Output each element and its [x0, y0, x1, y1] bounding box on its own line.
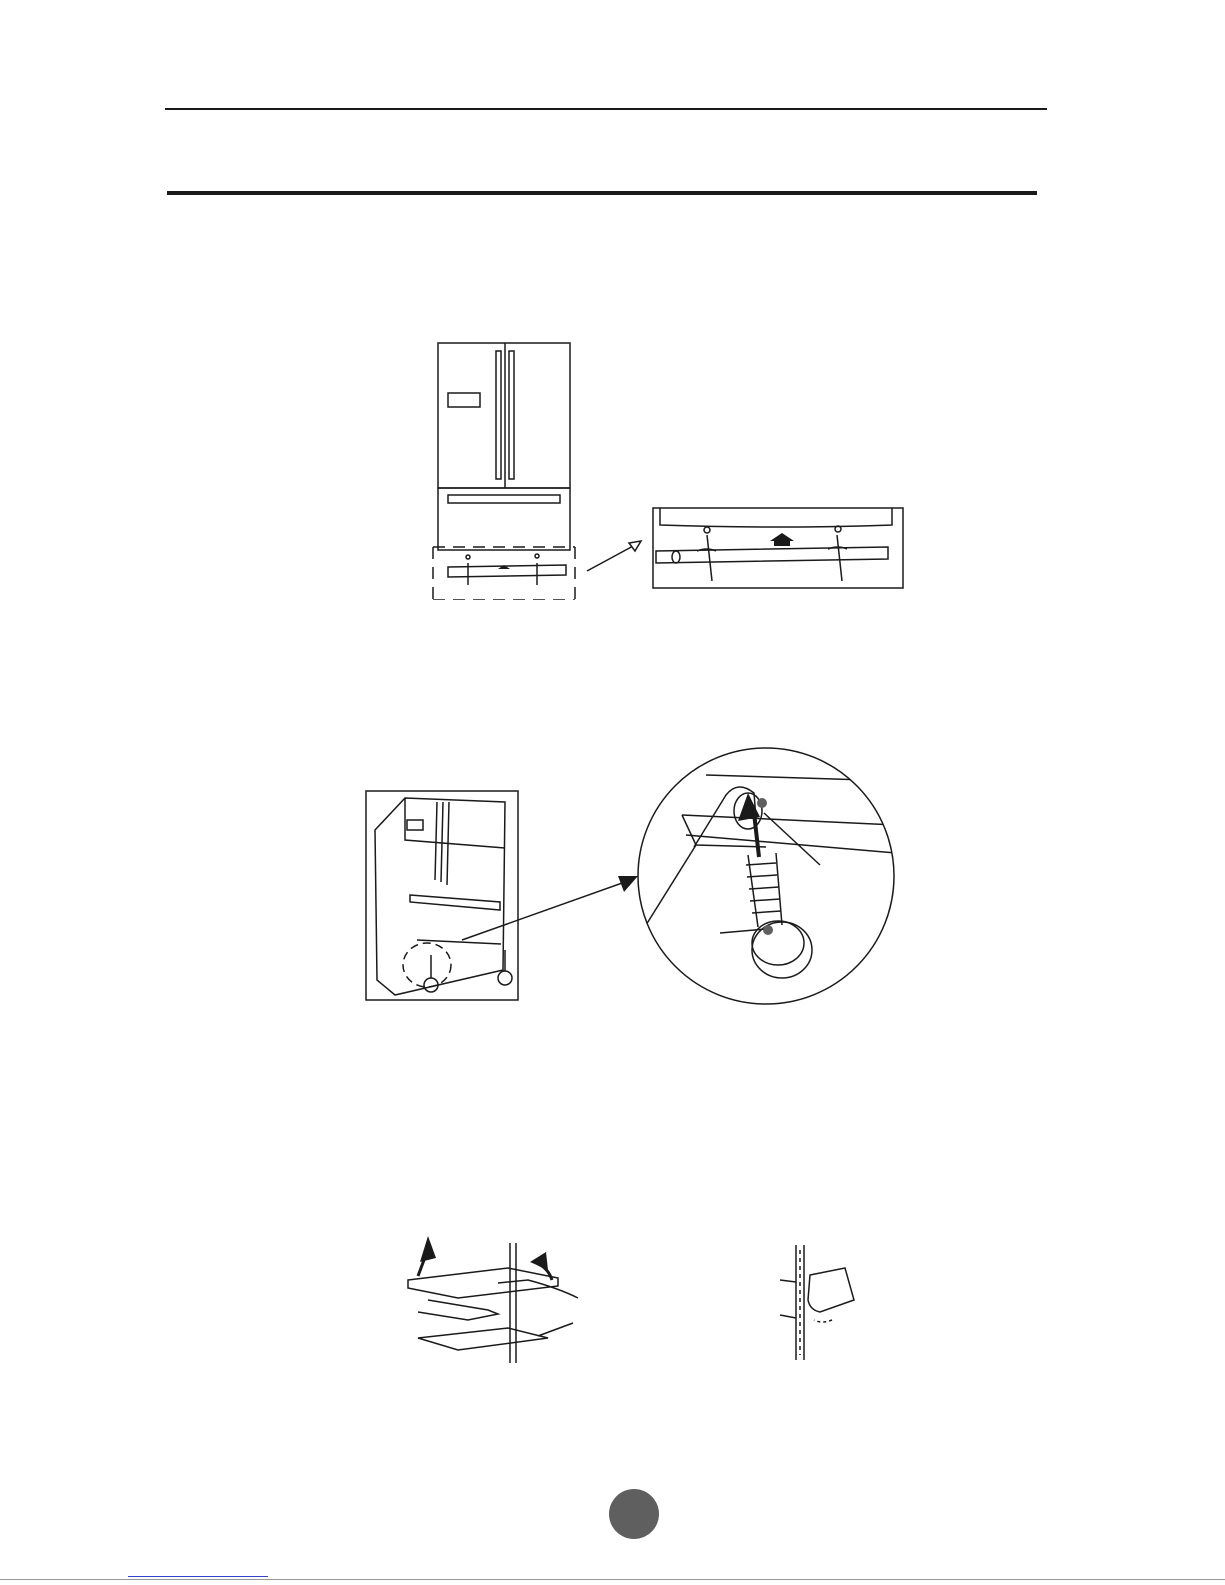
pointer-arrow-2 [460, 870, 640, 945]
header-thick-rule [167, 191, 1037, 195]
leveling-foot-detail-figure [636, 745, 896, 1007]
refrigerator-front-figure [420, 335, 590, 600]
footer-link-underline[interactable] [128, 1576, 268, 1577]
shelf-bracket-figure [770, 1240, 860, 1365]
header-thin-rule [165, 108, 1047, 110]
page-number-badge [609, 1489, 659, 1539]
pointer-arrow-1 [585, 535, 645, 575]
toe-grille-detail-figure [652, 507, 905, 590]
shelf-removal-figure [398, 1228, 588, 1363]
footer-rule [0, 1579, 1225, 1580]
